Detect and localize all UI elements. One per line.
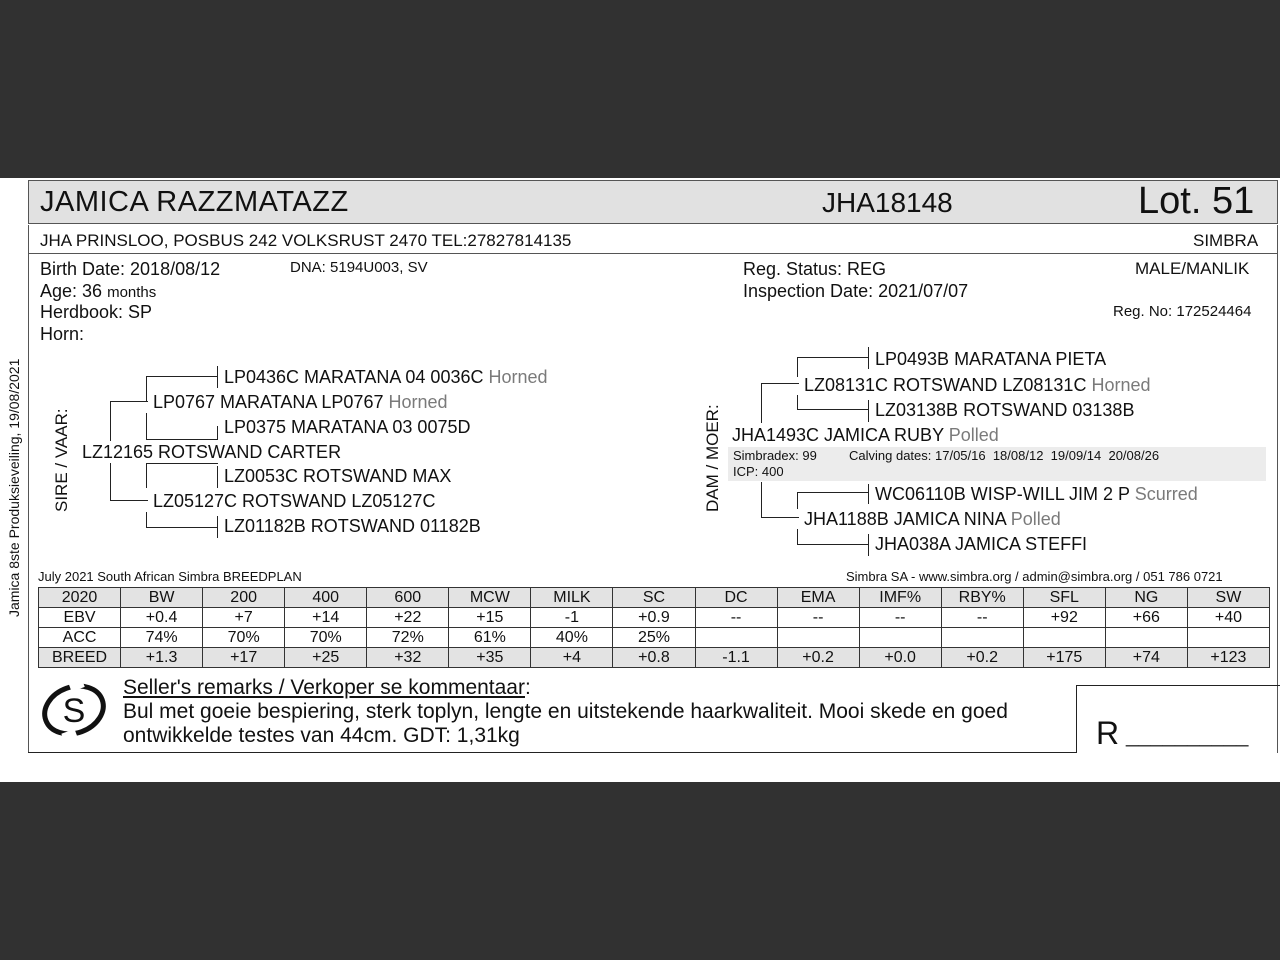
header-cell: RBY% <box>941 588 1023 608</box>
header-cell: IMF% <box>859 588 941 608</box>
dam-dam: JHA1188B JAMICA NINA Polled <box>804 509 1061 529</box>
table-cell <box>941 628 1023 648</box>
table-cell: +0.9 <box>613 608 695 628</box>
table-cell: +15 <box>449 608 531 628</box>
icp: ICP: 400 <box>733 464 784 479</box>
birth-date: Birth Date: 2018/08/12 <box>40 259 221 279</box>
header-cell: SC <box>613 588 695 608</box>
table-cell: +35 <box>449 648 531 668</box>
table-cell: -1.1 <box>695 648 777 668</box>
lot-number: Lot. 51 <box>1138 180 1255 222</box>
herdbook: Herdbook: SP <box>40 302 153 322</box>
sire-dam: LZ05127C ROTSWAND LZ05127C <box>153 491 436 511</box>
reg-status: Reg. Status: REG <box>743 259 887 279</box>
header-cell: MCW <box>449 588 531 608</box>
breedplan-table <box>38 587 1270 668</box>
table-row-breed <box>39 648 1270 668</box>
table-cell: +0.0 <box>859 648 941 668</box>
sire-dam-dam: LZ01182B ROTSWAND 01182B <box>224 516 481 536</box>
table-cell <box>777 628 859 648</box>
table-cell <box>695 628 777 648</box>
simbradex: Simbradex: 99 <box>733 448 817 463</box>
dam-sire-dam: LZ03138B ROTSWAND 03138B <box>875 400 1135 420</box>
table-cell: +40 <box>1187 608 1269 628</box>
breed-name: SIMBRA <box>1193 231 1259 250</box>
header-cell: 600 <box>367 588 449 608</box>
table-cell: +0.8 <box>613 648 695 668</box>
table-cell: -- <box>777 608 859 628</box>
header-cell: 400 <box>285 588 367 608</box>
table-cell <box>1023 628 1105 648</box>
sire-label: SIRE / VAAR: <box>52 408 71 512</box>
table-cell: 70% <box>203 628 285 648</box>
table-header-row <box>39 588 1270 608</box>
header-cell: SW <box>1187 588 1269 608</box>
remarks-line-2: ontwikkelde testes van 44cm. GDT: 1,31kg <box>123 724 520 747</box>
header-cell: NG <box>1105 588 1187 608</box>
table-cell: +0.2 <box>777 648 859 668</box>
table-cell: 70% <box>285 628 367 648</box>
table-cell: +0.2 <box>941 648 1023 668</box>
dam-label: DAM / MOER: <box>703 404 722 512</box>
table-cell: -- <box>859 608 941 628</box>
table-cell: 74% <box>121 628 203 648</box>
table-cell: +17 <box>203 648 285 668</box>
table-cell: EBV <box>39 608 121 628</box>
header-cell: EMA <box>777 588 859 608</box>
table-cell: 25% <box>613 628 695 648</box>
table-cell <box>859 628 941 648</box>
header-cell: SFL <box>1023 588 1105 608</box>
dam: JHA1493C JAMICA RUBY Polled <box>732 425 999 445</box>
sire-sire-sire: LP0436C MARATANA 04 0036C Horned <box>224 367 548 387</box>
table-cell: +123 <box>1187 648 1269 668</box>
table-cell: +175 <box>1023 648 1105 668</box>
remarks-heading: Seller's remarks / Verkoper se kommentaar: <box>123 676 531 699</box>
owner-text: JHA PRINSLOO, POSBUS 242 VOLKSRUST 2470 TEL:27827814135 <box>40 231 572 250</box>
sire: LZ12165 ROTSWAND CARTER <box>82 442 342 462</box>
table-cell: +4 <box>531 648 613 668</box>
calving-dates: Calving dates: 17/05/16 18/08/12 19/09/14 20/08/26 <box>849 448 1160 463</box>
table-cell: -- <box>941 608 1023 628</box>
dam-sire-sire: LP0493B MARATANA PIETA <box>875 349 1107 369</box>
table-cell: +7 <box>203 608 285 628</box>
header-cell: DC <box>695 588 777 608</box>
auction-side-text: Jamica 8ste Produksieveiling, 19/08/2021 <box>6 358 22 617</box>
table-row-ebv <box>39 608 1270 628</box>
horn: Horn: <box>40 324 85 344</box>
table-cell: -1 <box>531 608 613 628</box>
animal-name: JAMICA RAZZMATAZZ <box>40 186 349 218</box>
dna: DNA: 5194U003, SV <box>290 259 428 276</box>
table-cell: 40% <box>531 628 613 648</box>
header-cell: 200 <box>203 588 285 608</box>
inspection-date: Inspection Date: 2021/07/07 <box>743 281 969 301</box>
table-cell: +1.3 <box>121 648 203 668</box>
sex: MALE/MANLIK <box>1135 259 1250 278</box>
logo-letter: S <box>62 692 86 730</box>
dam-sire: LZ08131C ROTSWAND LZ08131C Horned <box>804 375 1151 395</box>
sire-sire: LP0767 MARATANA LP0767 Horned <box>153 392 448 412</box>
table-cell: BREED <box>39 648 121 668</box>
reg-no: Reg. No: 172524464 <box>1113 303 1252 320</box>
breedplan-title: July 2021 South African Simbra BREEDPLAN <box>38 569 302 584</box>
simbra-logo-icon <box>38 680 110 740</box>
age-value: Age: 36 <box>40 281 103 301</box>
table-cell <box>1105 628 1187 648</box>
sire-dam-sire: LZ0053C ROTSWAND MAX <box>224 466 452 486</box>
breedplan-contact: Simbra SA - www.simbra.org / admin@simbra.org / 051 786 0721 <box>846 569 1223 584</box>
header-cell: MILK <box>531 588 613 608</box>
table-cell <box>1187 628 1269 648</box>
table-cell: +25 <box>285 648 367 668</box>
dam-dam-sire: WC06110B WISP-WILL JIM 2 P Scurred <box>875 484 1198 504</box>
animal-reg-code: JHA18148 <box>822 187 953 218</box>
table-row-acc <box>39 628 1270 648</box>
table-cell: ACC <box>39 628 121 648</box>
header-cell: 2020 <box>39 588 121 608</box>
header-cell: BW <box>121 588 203 608</box>
price-label: R <box>1096 715 1120 751</box>
table-cell: +14 <box>285 608 367 628</box>
table-cell: +0.4 <box>121 608 203 628</box>
table-cell: +74 <box>1105 648 1187 668</box>
sire-sire-dam: LP0375 MARATANA 03 0075D <box>224 417 471 437</box>
table-cell: +22 <box>367 608 449 628</box>
table-cell: 72% <box>367 628 449 648</box>
price-blank[interactable]: __________ <box>1126 722 1249 747</box>
remarks-line-1: Bul met goeie bespiering, sterk toplyn, lengte en uitstekende haarkwaliteit. Mooi skede en goed <box>123 700 1008 723</box>
table-cell: +66 <box>1105 608 1187 628</box>
table-cell: 61% <box>449 628 531 648</box>
age-unit: months <box>107 284 157 301</box>
table-cell: +92 <box>1023 608 1105 628</box>
dam-dam-dam: JHA038A JAMICA STEFFI <box>875 534 1088 554</box>
table-cell: -- <box>695 608 777 628</box>
table-cell: +32 <box>367 648 449 668</box>
age <box>40 281 156 302</box>
